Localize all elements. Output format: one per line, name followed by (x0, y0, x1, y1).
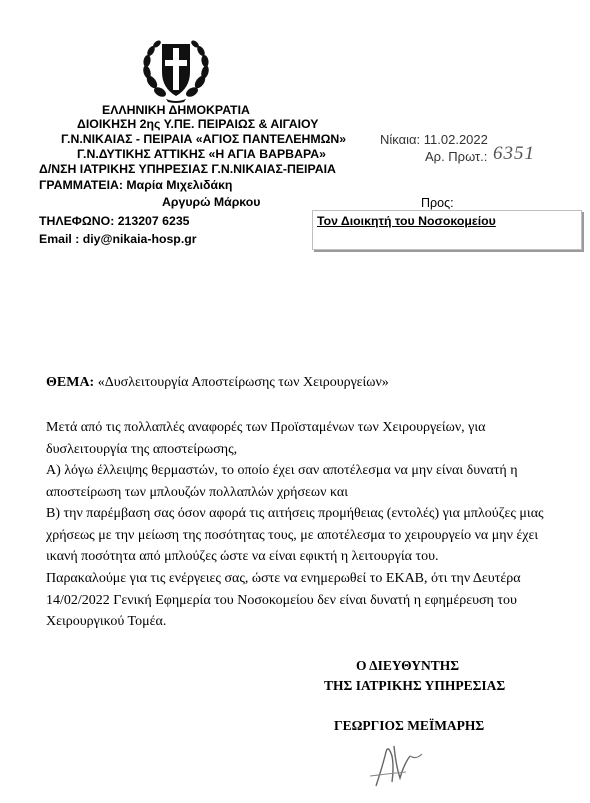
paragraph-2-line: Α) λόγω έλλειψης θερμαστών, το οποίο έχει σαν αποτέλεσμα να μην είναι δυνατή η (46, 463, 518, 478)
paragraph-2-line: αποστείρωση των μπλουζών πολλαπλών χρήσεων και (46, 484, 348, 500)
paragraph-1-line: δυσλειτουργία της αποστείρωσης, (46, 441, 238, 457)
letterhead-hospital-1: Γ.Ν.ΝΙΚΑΙΑΣ - ΠΕΙΡΑΙΑ «ΑΓΙΟΣ ΠΑΝΤΕΛΕΗΜΩΝ» (61, 132, 347, 146)
subject-line (46, 375, 389, 391)
letterhead-region: ΔΙΟΙΚΗΣΗ 2ης Υ.ΠΕ. ΠΕΙΡΑΙΩΣ & ΑΙΓΑΙΟΥ (77, 117, 319, 131)
protocol-label: Αρ. Πρωτ.: (425, 149, 488, 164)
letterhead-country: ΕΛΛΗΝΙΚΗ ΔΗΜΟΚΡΑΤΙΑ (102, 103, 250, 117)
paragraph-3 (46, 503, 558, 568)
coat-of-arms-emblem (138, 36, 214, 104)
paragraph-4-line: 14/02/2022 Γενική Εφημερία του Νοσοκομείου δεν είναι δυνατή η εφημέρευση του (46, 592, 517, 608)
recipient-label: Προς: (421, 196, 454, 210)
letterhead-hospital-2: Γ.Ν.ΔΥΤΙΚΗΣ ΑΤΤΙΚΗΣ «Η ΑΓΙΑ ΒΑΡΒΑΡΑ» (77, 147, 326, 161)
subject-text: «Δυσλειτουργία Αποστείρωσης των Χειρουργείων» (97, 375, 389, 390)
paragraph-1 (46, 417, 558, 460)
signature-title-1: Ο ΔΙΕΥΘΥΝΤΗΣ (356, 658, 460, 673)
handwritten-signature (366, 716, 446, 796)
paragraph-3-line: ικανή ποσότητα από μπλούζες ώστε να είναι εφικτή η λειτουργία του. (46, 549, 439, 564)
paragraph-2 (46, 460, 558, 503)
letterhead-phone: ΤΗΛΕΦΩΝΟ: 213207 6235 (39, 214, 190, 228)
letterhead-email: Email : diy@nikaia-hosp.gr (39, 232, 197, 246)
paragraph-3-line: Β) την παρέμβαση σας όσον αφορά τις αιτήσεις προμήθειας (εντολές) για μπλούζες μιας (46, 506, 544, 521)
subject-label: ΘΕΜΑ: (46, 375, 95, 390)
recipient-name: Τον Διοικητή του Νοσοκομείου (317, 214, 496, 228)
signature-title-2: ΤΗΣ ΙΑΤΡΙΚΗΣ ΥΠΗΡΕΣΙΑΣ (324, 678, 506, 693)
signature-name: ΓΕΩΡΓΙΟΣ ΜΕΪΜΑΡΗΣ (334, 718, 485, 733)
paragraph-1-line: Μετά από τις πολλαπλές αναφορές των Προϊσταμένων των Χειρουργείων, για (46, 420, 486, 435)
letterhead-department: Δ/ΝΣΗ ΙΑΤΡΙΚΗΣ ΥΠΗΡΕΣΙΑΣ Γ.Ν.ΝΙΚΑΙΑΣ-ΠΕΙΡΑΙΑ (39, 162, 336, 176)
protocol-number: 6351 (493, 143, 535, 164)
paragraph-3-line: χρήσεως με την μείωση της ποσότητας τους, με αποτέλεσμα το χειρουργείο να μην έχει (46, 527, 539, 543)
letterhead-secretariat: ΓΡΑΜΜΑΤΕΙΑ: Μαρία Μιχελιδάκη (39, 178, 233, 192)
recipient-box (312, 210, 582, 250)
letterhead-secretariat-2: Αργυρώ Μάρκου (162, 195, 261, 209)
place-date: Νίκαια: 11.02.2022 (380, 132, 488, 147)
paragraph-4-line: Χειρουργικού Τομέα. (46, 614, 167, 629)
paragraph-4 (46, 568, 558, 633)
paragraph-4-line: Παρακαλούμε για τις ενέργειες σας, ώστε να ενημερωθεί το ΕΚΑΒ, ότι την Δευτέρα (46, 571, 521, 586)
